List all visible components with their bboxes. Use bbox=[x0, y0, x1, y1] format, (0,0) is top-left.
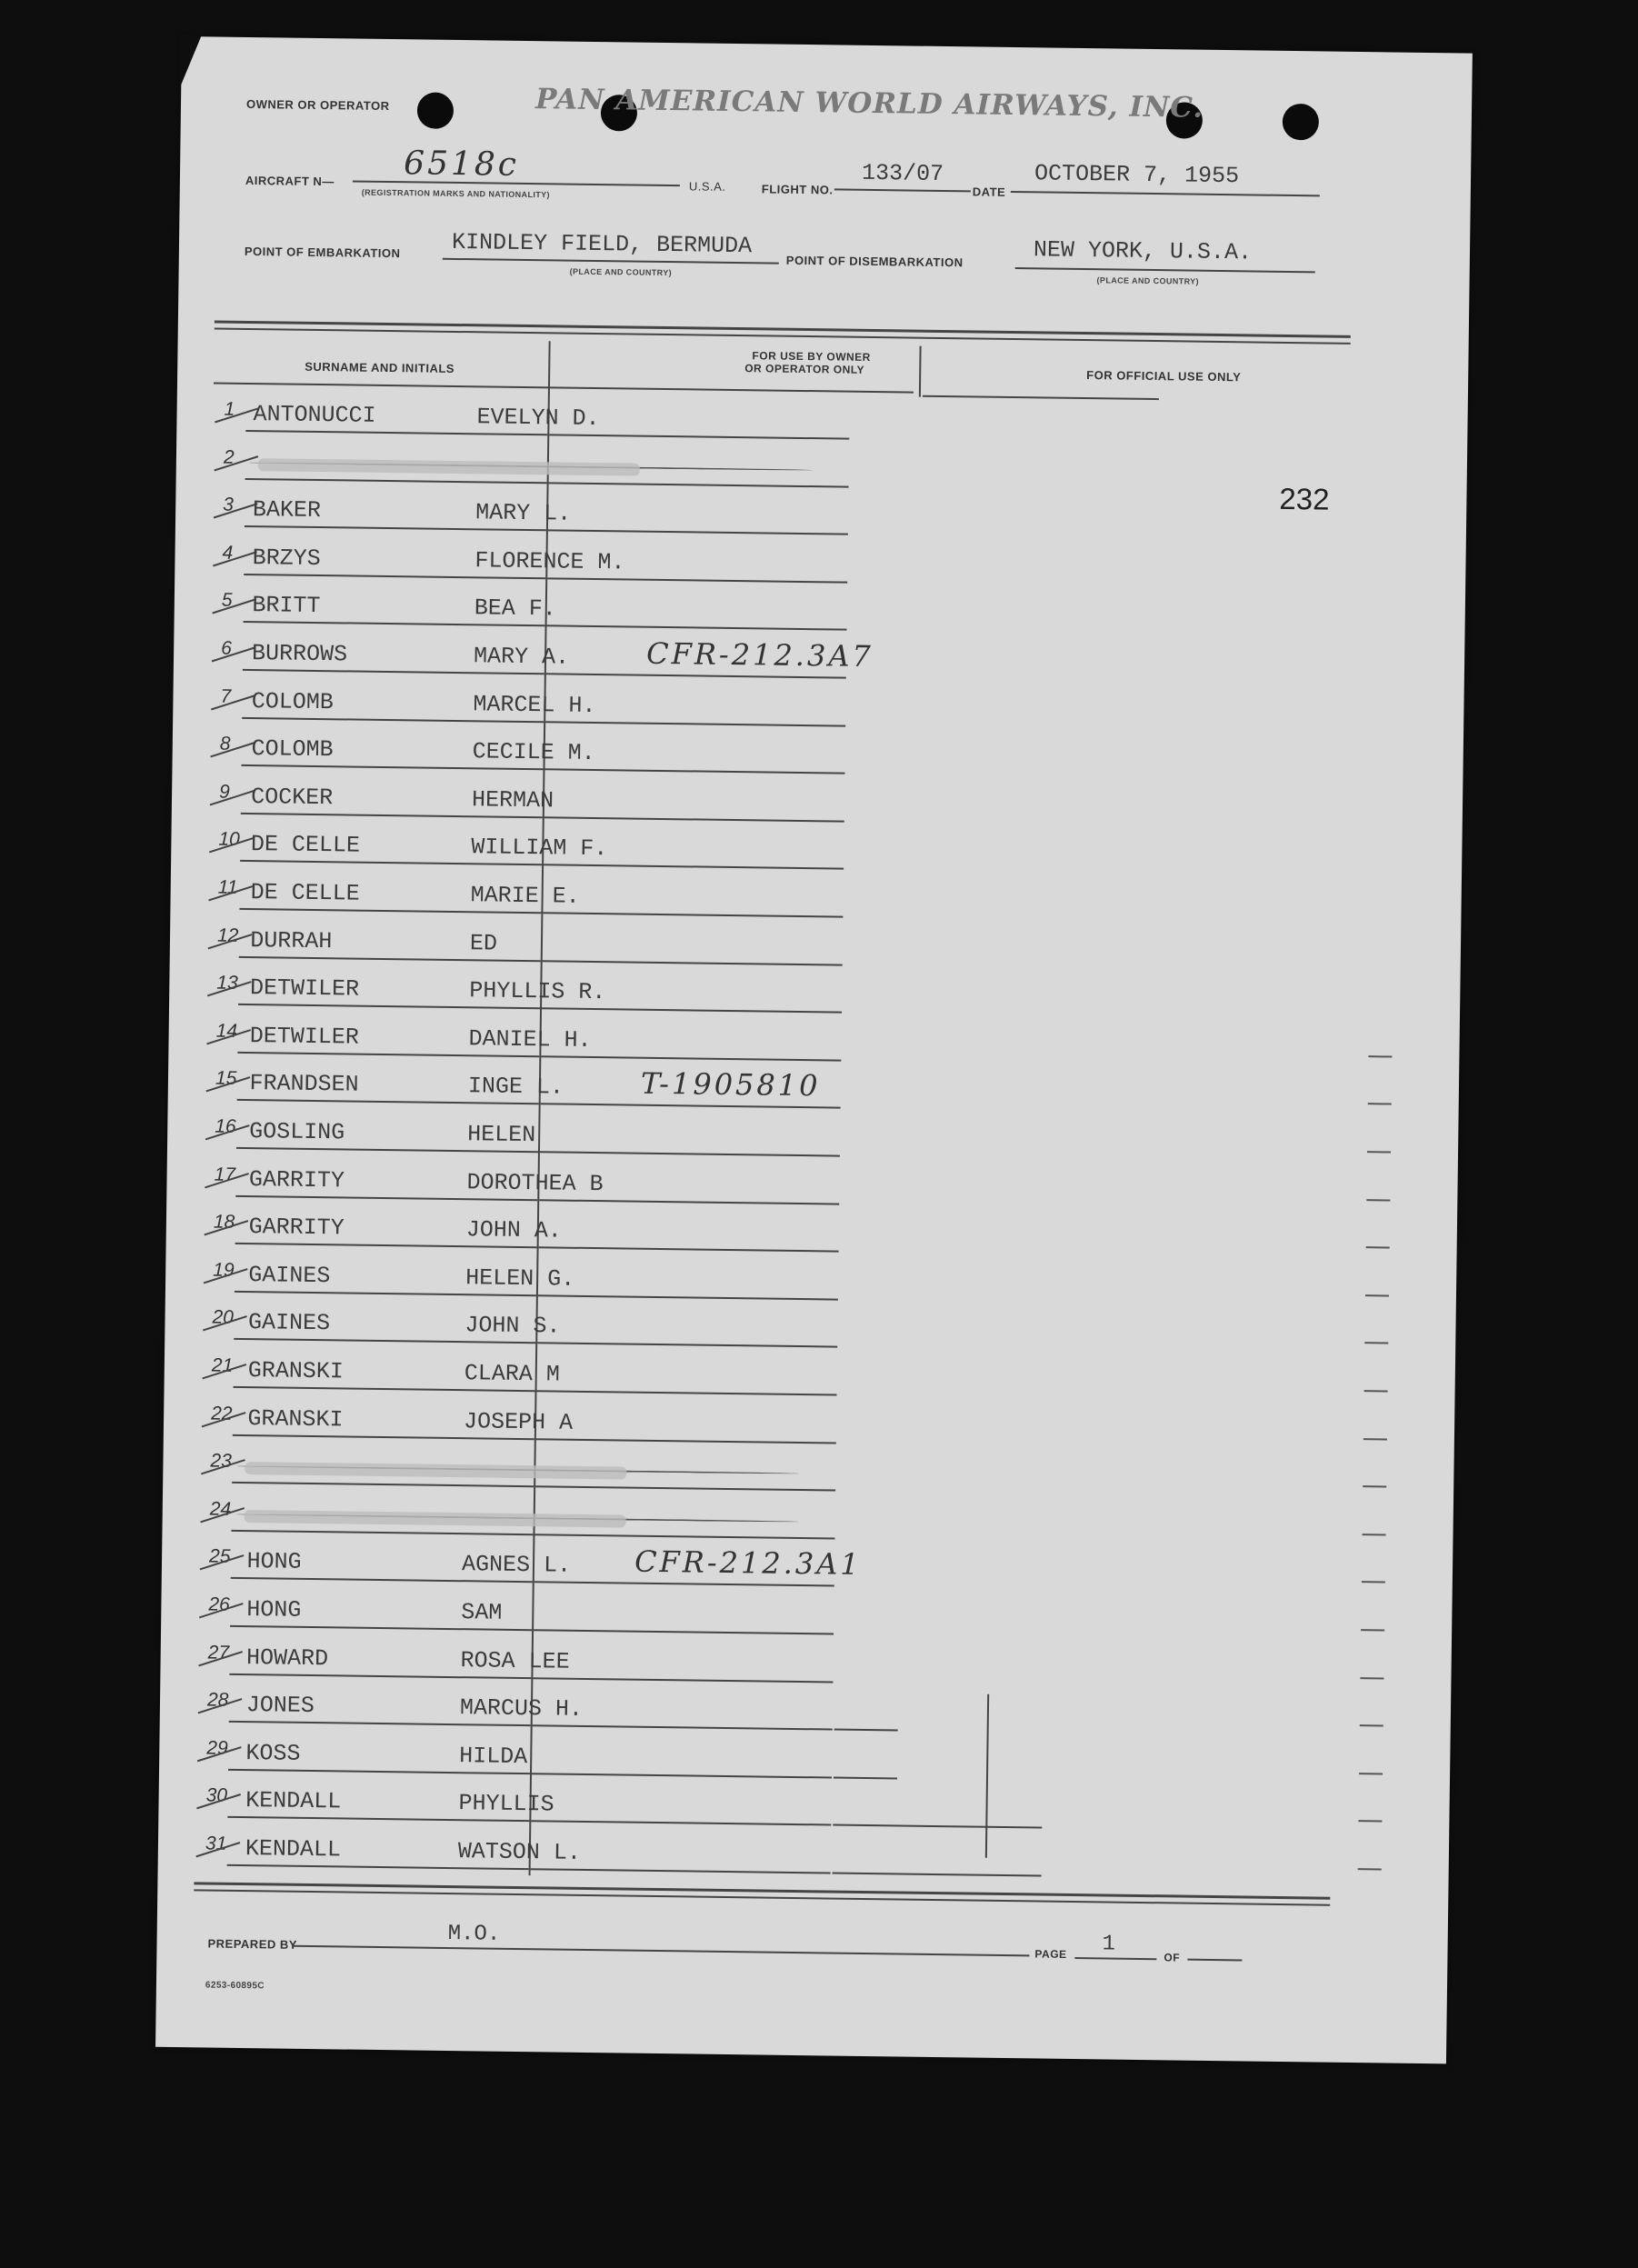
passenger-given-name: MARY L. bbox=[474, 499, 572, 527]
passenger-given-name: AGNES L. bbox=[461, 1551, 572, 1579]
row-number: 11 bbox=[217, 876, 238, 898]
row-rule bbox=[535, 1485, 835, 1491]
row-rule bbox=[229, 1721, 531, 1726]
passenger-given-name: ROSA LEE bbox=[460, 1647, 570, 1675]
column-owner-1: FOR USE BY OWNER bbox=[752, 349, 872, 364]
embark-value: KINDLEY FIELD, BERMUDA bbox=[451, 228, 753, 260]
check-mark-icon bbox=[198, 1551, 247, 1574]
embark-caption: (PLACE AND COUNTRY) bbox=[569, 266, 673, 278]
margin-tick bbox=[1363, 1485, 1386, 1487]
check-mark-icon bbox=[205, 1025, 254, 1048]
embark-label: POINT OF EMBARKATION bbox=[244, 244, 401, 261]
passenger-surname: GARRITY bbox=[248, 1214, 345, 1242]
row-number: 4 bbox=[222, 542, 234, 564]
row-rule bbox=[235, 1243, 537, 1248]
date-line bbox=[1011, 191, 1320, 196]
row-number: 13 bbox=[216, 972, 238, 994]
row-rule bbox=[539, 1246, 839, 1252]
row-number: 17 bbox=[214, 1164, 236, 1185]
row-rule bbox=[834, 1729, 898, 1732]
passenger-surname: FRANDSEN bbox=[249, 1070, 359, 1098]
passenger-given-name: EVELYN D. bbox=[476, 404, 600, 433]
margin-tick bbox=[1361, 1629, 1384, 1631]
passenger-given-name: HELEN G. bbox=[464, 1264, 575, 1293]
margin-tick bbox=[1367, 1151, 1391, 1153]
row-rule bbox=[235, 1195, 537, 1201]
passenger-surname: HOWARD bbox=[245, 1644, 329, 1673]
handwritten-note: CFR-212.3A1 bbox=[634, 1544, 862, 1582]
manifest-sheet bbox=[155, 36, 1473, 2063]
margin-tick bbox=[1359, 1773, 1383, 1774]
row-rule bbox=[233, 1434, 534, 1440]
passenger-given-name: MARCUS H. bbox=[459, 1694, 584, 1723]
row-rule bbox=[537, 1390, 837, 1395]
passenger-surname: BRITT bbox=[252, 592, 321, 620]
passenger-given-name: WILLIAM F. bbox=[471, 834, 608, 863]
passenger-given-name: BEA F. bbox=[474, 594, 556, 623]
row-rule bbox=[549, 434, 849, 439]
row-number: 6 bbox=[221, 637, 233, 659]
passenger-surname: DETWILER bbox=[249, 1023, 360, 1051]
margin-tick bbox=[1365, 1294, 1389, 1296]
margin-tick bbox=[1368, 1055, 1392, 1057]
check-mark-icon bbox=[195, 1838, 244, 1861]
row-number: 14 bbox=[215, 1020, 238, 1042]
row-number: 27 bbox=[207, 1642, 230, 1664]
passenger-given-name: MARIE E. bbox=[470, 882, 580, 910]
margin-tick bbox=[1362, 1581, 1385, 1583]
passenger-given-name: ED bbox=[469, 930, 498, 957]
check-mark-icon bbox=[205, 1073, 254, 1095]
column-surname: SURNAME AND INITIALS bbox=[305, 359, 455, 375]
registration-caption: (REGISTRATION MARKS AND NATIONALITY) bbox=[361, 187, 551, 200]
passenger-surname: DETWILER bbox=[249, 974, 360, 1003]
row-rule bbox=[538, 1294, 838, 1300]
disembark-line bbox=[1015, 267, 1315, 273]
row-rule bbox=[544, 864, 844, 869]
passenger-given-name: JOHN S. bbox=[464, 1312, 561, 1340]
passenger-given-name: JOHN A. bbox=[465, 1216, 563, 1244]
row-rule bbox=[833, 1873, 1042, 1877]
check-mark-icon bbox=[203, 1216, 252, 1239]
row-number: 2 bbox=[223, 446, 235, 468]
row-rule bbox=[544, 768, 844, 774]
row-rule bbox=[228, 1769, 530, 1774]
erased-entry bbox=[258, 458, 640, 475]
row-rule bbox=[534, 1629, 834, 1634]
margin-tick bbox=[1364, 1390, 1388, 1392]
check-mark-icon bbox=[207, 834, 256, 856]
handwritten-note: CFR-212.3A7 bbox=[645, 635, 874, 674]
row-rule bbox=[239, 908, 541, 914]
stamp-number: 232 bbox=[1279, 481, 1330, 516]
flight-value: 133/07 bbox=[861, 159, 944, 187]
disembark-caption: (PLACE AND COUNTRY) bbox=[1096, 275, 1200, 286]
row-rule bbox=[544, 816, 844, 822]
passenger-surname: ANTONUCCI bbox=[253, 401, 376, 429]
row-number: 24 bbox=[209, 1498, 232, 1520]
row-rule bbox=[243, 669, 544, 674]
row-rule bbox=[534, 1581, 834, 1586]
prepared-label: PREPARED BY bbox=[207, 1936, 298, 1952]
margin-tick bbox=[1360, 1724, 1383, 1726]
passenger-surname: DE CELLE bbox=[250, 879, 360, 907]
margin-tick bbox=[1360, 1677, 1383, 1679]
passenger-surname: BURROWS bbox=[251, 640, 348, 668]
row-number: 15 bbox=[215, 1067, 237, 1089]
of-line bbox=[1187, 1959, 1242, 1962]
check-mark-icon bbox=[200, 1408, 249, 1431]
row-number: 8 bbox=[219, 733, 231, 754]
passenger-given-name: PHYLLIS bbox=[458, 1790, 554, 1818]
row-rule bbox=[236, 1147, 538, 1153]
row-number: 30 bbox=[205, 1784, 228, 1806]
row-rule bbox=[245, 525, 546, 531]
row-rule bbox=[531, 1820, 831, 1825]
passenger-surname: GRANSKI bbox=[247, 1405, 344, 1434]
row-number: 28 bbox=[206, 1689, 229, 1711]
passenger-surname: GRANSKI bbox=[247, 1357, 345, 1385]
passenger-given-name: MARY A. bbox=[473, 643, 570, 671]
check-mark-icon bbox=[195, 1790, 244, 1813]
row-number: 10 bbox=[218, 828, 240, 850]
passenger-surname: GAINES bbox=[248, 1262, 331, 1290]
check-mark-icon bbox=[202, 1264, 251, 1287]
row-number: 18 bbox=[213, 1211, 235, 1233]
erased-entry bbox=[245, 1510, 626, 1527]
passenger-surname: KENDALL bbox=[245, 1787, 342, 1815]
check-mark-icon bbox=[203, 1169, 252, 1192]
row-number: 26 bbox=[208, 1594, 230, 1615]
of-label: OF bbox=[1164, 1951, 1181, 1964]
flight-line bbox=[834, 188, 971, 192]
row-number: 21 bbox=[211, 1354, 234, 1376]
check-mark-icon bbox=[207, 882, 256, 904]
column-divider bbox=[985, 1694, 989, 1858]
passenger-given-name: INGE L. bbox=[467, 1073, 564, 1101]
passenger-surname: HONG bbox=[246, 1548, 302, 1575]
margin-tick bbox=[1368, 1103, 1392, 1104]
check-mark-icon bbox=[195, 1743, 245, 1765]
row-number: 22 bbox=[211, 1403, 233, 1424]
passenger-surname: BRZYS bbox=[252, 545, 321, 573]
erased-entry bbox=[245, 1462, 626, 1479]
check-mark-icon bbox=[199, 1455, 248, 1478]
aircraft-value: 6518c bbox=[403, 145, 520, 184]
punch-hole bbox=[417, 92, 454, 129]
column-owner-2: OR OPERATOR ONLY bbox=[744, 362, 865, 376]
row-rule bbox=[234, 1386, 535, 1392]
row-rule bbox=[231, 1530, 533, 1535]
check-mark-icon bbox=[199, 1504, 248, 1526]
row-rule bbox=[532, 1773, 832, 1778]
row-rule bbox=[227, 1816, 529, 1822]
passenger-given-name: JOSEPH A bbox=[463, 1408, 574, 1436]
passenger-given-name: HELEN bbox=[467, 1121, 536, 1149]
punch-hole bbox=[1283, 104, 1320, 141]
row-rule bbox=[237, 1052, 539, 1057]
company-name: PAN AMERICAN WORLD AIRWAYS, INC. bbox=[534, 83, 1204, 125]
passenger-surname: COLOMB bbox=[251, 735, 334, 764]
row-number: 9 bbox=[218, 781, 230, 803]
row-number: 5 bbox=[221, 589, 233, 611]
check-mark-icon bbox=[201, 1312, 250, 1334]
row-number: 16 bbox=[215, 1115, 236, 1137]
row-rule bbox=[547, 624, 847, 630]
prepared-value: M.O. bbox=[447, 1922, 501, 1947]
row-rule bbox=[546, 673, 846, 678]
row-rule bbox=[545, 721, 845, 726]
check-mark-icon bbox=[213, 452, 262, 475]
passenger-surname: HONG bbox=[246, 1596, 302, 1624]
passenger-surname: GARRITY bbox=[248, 1166, 345, 1194]
row-number: 3 bbox=[223, 494, 235, 515]
row-rule bbox=[540, 1151, 840, 1156]
column-official: FOR OFFICIAL USE ONLY bbox=[1086, 368, 1242, 385]
row-rule bbox=[541, 1055, 841, 1061]
row-rule bbox=[547, 577, 847, 583]
row-rule bbox=[229, 1674, 531, 1679]
row-number: 25 bbox=[208, 1545, 231, 1567]
torn-corner bbox=[179, 35, 202, 89]
column-divider bbox=[919, 346, 922, 397]
row-rule bbox=[235, 1291, 536, 1296]
row-rule bbox=[234, 1338, 535, 1344]
row-rule bbox=[834, 1777, 897, 1780]
passenger-surname: KENDALL bbox=[245, 1835, 342, 1863]
row-rule bbox=[237, 1099, 539, 1104]
row-rule bbox=[833, 1824, 1042, 1829]
row-number: 29 bbox=[206, 1737, 228, 1759]
row-rule bbox=[230, 1625, 532, 1631]
row-number: 20 bbox=[212, 1306, 235, 1328]
row-number: 12 bbox=[216, 924, 239, 946]
form-code: 6253-60895C bbox=[205, 1980, 265, 1992]
row-number: 31 bbox=[205, 1833, 227, 1854]
passenger-surname: COLOMB bbox=[251, 688, 335, 716]
margin-tick bbox=[1363, 1534, 1386, 1535]
passenger-given-name: HILDA bbox=[459, 1743, 528, 1771]
passenger-given-name: MARCEL H. bbox=[473, 691, 596, 720]
page-label: PAGE bbox=[1034, 1947, 1067, 1961]
check-mark-icon bbox=[208, 786, 257, 809]
check-mark-icon bbox=[201, 1360, 250, 1383]
passenger-surname: DE CELLE bbox=[250, 831, 361, 859]
row-rule bbox=[531, 1868, 831, 1873]
prepared-line bbox=[293, 1945, 1029, 1957]
row-rule bbox=[533, 1724, 833, 1730]
check-mark-icon bbox=[196, 1694, 245, 1717]
row-rule bbox=[244, 574, 545, 579]
margin-tick bbox=[1358, 1820, 1382, 1822]
row-rule bbox=[548, 529, 848, 535]
row-number: 7 bbox=[220, 685, 232, 707]
passenger-surname: DURRAH bbox=[250, 927, 333, 955]
passenger-given-name: CECILE M. bbox=[472, 738, 595, 767]
flight-label: FLIGHT NO. bbox=[761, 182, 834, 197]
header-underline bbox=[214, 382, 550, 388]
row-number: 19 bbox=[213, 1259, 235, 1281]
row-rule bbox=[536, 1438, 836, 1444]
row-number: 1 bbox=[224, 398, 235, 420]
aircraft-label: AIRCRAFT N— bbox=[245, 173, 335, 189]
row-rule bbox=[241, 764, 543, 770]
owner-label: OWNER OR OPERATOR bbox=[245, 96, 390, 113]
row-rule bbox=[227, 1864, 529, 1870]
header-underline bbox=[550, 386, 914, 393]
date-label: DATE bbox=[972, 185, 1006, 199]
row-rule bbox=[541, 1103, 841, 1108]
check-mark-icon bbox=[197, 1599, 246, 1622]
row-rule bbox=[241, 813, 543, 818]
passenger-surname: COCKER bbox=[251, 784, 334, 812]
passenger-surname: KOSS bbox=[245, 1740, 301, 1767]
check-mark-icon bbox=[205, 977, 255, 1000]
passenger-given-name: DANIEL H. bbox=[468, 1025, 592, 1054]
passenger-surname: JONES bbox=[245, 1692, 315, 1720]
row-rule bbox=[232, 1482, 534, 1487]
page-value: 1 bbox=[1102, 1932, 1116, 1957]
page-line bbox=[1074, 1957, 1156, 1960]
row-number: 23 bbox=[210, 1450, 232, 1472]
check-mark-icon bbox=[206, 930, 255, 953]
check-mark-icon bbox=[196, 1647, 245, 1670]
row-rule bbox=[238, 1004, 540, 1009]
row-rule bbox=[244, 621, 545, 626]
passenger-surname: GOSLING bbox=[249, 1118, 345, 1146]
header-underline bbox=[923, 395, 1159, 400]
disembark-label: POINT OF DISEMBARKATION bbox=[785, 253, 964, 270]
passenger-surname: BAKER bbox=[252, 496, 322, 525]
usa-label: U.S.A. bbox=[688, 179, 726, 194]
margin-tick bbox=[1358, 1868, 1382, 1870]
row-rule bbox=[543, 960, 843, 965]
margin-tick bbox=[1366, 1246, 1390, 1248]
passenger-given-name: FLORENCE M. bbox=[474, 547, 625, 576]
row-rule bbox=[542, 1007, 842, 1013]
margin-tick bbox=[1366, 1199, 1390, 1201]
check-mark-icon bbox=[204, 1121, 253, 1144]
passenger-given-name: HERMAN bbox=[471, 786, 554, 814]
handwritten-note: T-1905810 bbox=[640, 1065, 821, 1104]
row-rule bbox=[539, 1199, 839, 1204]
row-rule bbox=[543, 912, 843, 917]
passenger-given-name: SAM bbox=[461, 1599, 503, 1626]
passenger-given-name: WATSON L. bbox=[457, 1838, 582, 1866]
passenger-given-name: CLARA M bbox=[464, 1360, 560, 1388]
row-rule bbox=[231, 1577, 533, 1583]
passenger-surname: GAINES bbox=[247, 1309, 331, 1337]
date-value: OCTOBER 7, 1955 bbox=[1034, 160, 1240, 190]
margin-tick bbox=[1364, 1342, 1388, 1344]
row-rule bbox=[537, 1342, 837, 1347]
row-rule bbox=[549, 482, 849, 487]
disembark-value: NEW YORK, U.S.A. bbox=[1033, 236, 1253, 266]
row-rule bbox=[533, 1677, 833, 1683]
row-rule bbox=[240, 860, 542, 865]
margin-tick bbox=[1363, 1438, 1387, 1440]
passenger-given-name: DOROTHEA B bbox=[466, 1169, 604, 1198]
passenger-given-name: PHYLLIS R. bbox=[469, 977, 606, 1006]
row-rule bbox=[534, 1534, 834, 1539]
row-rule bbox=[239, 956, 541, 962]
row-rule bbox=[245, 430, 547, 435]
row-rule bbox=[242, 717, 544, 723]
row-rule bbox=[245, 478, 547, 484]
